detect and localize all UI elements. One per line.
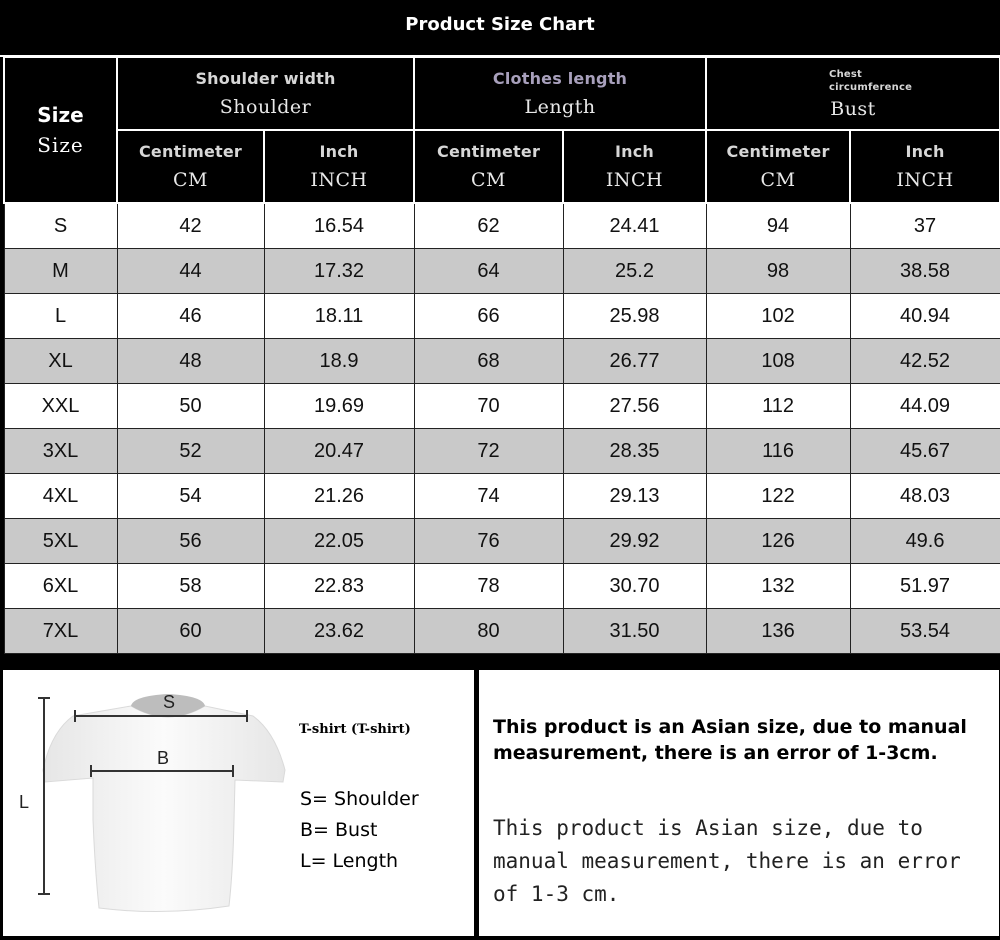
measurement-cell: 38.58 [850,249,1000,294]
measurement-cell: 21.26 [264,474,414,519]
size-cell: XXL [4,384,117,429]
shoulder-marker: S [162,692,176,712]
measurement-cell: 50 [117,384,264,429]
size-header-label: Size [37,103,84,127]
measurement-cell: 29.92 [563,519,706,564]
measurement-cell: 18.11 [264,294,414,339]
measurement-cell: 22.05 [264,519,414,564]
measurement-cell: 122 [706,474,850,519]
diagram-panel [3,670,474,936]
measurement-cell: 46 [117,294,264,339]
legend-shoulder: S= Shoulder [300,788,419,810]
measurement-cell: 28.35 [563,429,706,474]
size-cell: 5XL [4,519,117,564]
measurement-cell: 74 [414,474,563,519]
size-cell: M [4,249,117,294]
measurement-cell: 45.67 [850,429,1000,474]
size-note-serif: This product is Asian size, due to manual measurement, there is an error of 1-3 cm. [493,816,961,906]
measurement-cell: 22.83 [264,564,414,609]
length-group-label: Clothes length [492,69,628,88]
measurement-cell: 26.77 [563,339,706,384]
info-section [3,670,999,938]
measurement-cell: 53.54 [850,609,1000,654]
size-cell: S [4,203,117,249]
table-row [4,474,1000,519]
table-row [4,564,1000,609]
measurement-cell: 116 [706,429,850,474]
table-row [4,249,1000,294]
size-cell: 3XL [4,429,117,474]
bust-group-label-line1: Chest [829,68,863,80]
measurement-cell: 58 [117,564,264,609]
size-table [3,56,1000,654]
measurement-cell: 68 [414,339,563,384]
table-row [4,519,1000,564]
bust-group-sublabel: Bust [830,97,876,120]
measurement-cell: 25.2 [563,249,706,294]
table-row [4,609,1000,654]
measurement-cell: 54 [117,474,264,519]
measurement-cell: 37 [850,203,1000,249]
notes-panel [479,670,999,936]
measurement-cell: 31.50 [563,609,706,654]
legend-length: L= Length [300,850,399,872]
measurement-cell: 16.54 [264,203,414,249]
measurement-cell: 64 [414,249,563,294]
table-row [4,384,1000,429]
measurement-cell: 30.70 [563,564,706,609]
size-cell: XL [4,339,117,384]
size-cell: 7XL [4,609,117,654]
shoulder-group-label: Shoulder width [195,69,336,88]
measurement-cell: 51.97 [850,564,1000,609]
unit-header-label: Inch [905,142,945,161]
table-row [4,294,1000,339]
unit-header-label: Inch [319,142,359,161]
measurement-cell: 19.69 [264,384,414,429]
measurement-cell: 48 [117,339,264,384]
unit-header-sublabel: CM [173,169,208,191]
unit-header [414,130,563,203]
measurement-cell: 136 [706,609,850,654]
measurement-cell: 72 [414,429,563,474]
measurement-cell: 52 [117,429,264,474]
measurement-cell: 126 [706,519,850,564]
unit-header-sublabel: CM [760,169,796,191]
table-row [4,203,1000,249]
measurement-cell: 70 [414,384,563,429]
measurement-cell: 78 [414,564,563,609]
unit-header [563,130,706,203]
unit-header [264,130,414,203]
measurement-cell: 62 [414,203,563,249]
measurement-cell: 44 [117,249,264,294]
measurement-cell: 24.41 [563,203,706,249]
measurement-cell: 56 [117,519,264,564]
size-header [4,57,117,203]
measurement-cell: 60 [117,609,264,654]
size-cell: L [4,294,117,339]
table-row [4,339,1000,384]
unit-header [117,130,264,203]
size-note-bold: This product is an Asian size, due to manual measurement, there is an error of 1-3cm. [493,716,967,764]
unit-header-sublabel: INCH [605,169,664,191]
bust-group-header [706,57,1000,130]
unit-header-sublabel: CM [471,169,507,191]
measurement-cell: 48.03 [850,474,1000,519]
measurement-cell: 42.52 [850,339,1000,384]
measurement-cell: 98 [706,249,850,294]
shoulder-group-header [117,57,414,130]
measurement-cell: 112 [706,384,850,429]
measurement-legend [300,784,419,877]
size-cell: 6XL [4,564,117,609]
chart-title: Product Size Chart [405,14,595,35]
length-group-sublabel: Length [524,96,596,118]
diagram-caption: T-shirt (T-shirt) [299,722,411,737]
unit-header-sublabel: INCH [896,169,954,191]
measurement-cell: 80 [414,609,563,654]
measurement-cell: 102 [706,294,850,339]
measurement-cell: 25.98 [563,294,706,339]
measurement-cell: 23.62 [264,609,414,654]
legend-bust: B= Bust [300,819,378,841]
measurement-cell: 44.09 [850,384,1000,429]
measurement-cell: 29.13 [563,474,706,519]
measurement-cell: 18.9 [264,339,414,384]
measurement-cell: 27.56 [563,384,706,429]
table-row [4,429,1000,474]
measurement-cell: 132 [706,564,850,609]
shoulder-group-sublabel: Shoulder [219,96,312,118]
unit-header [706,130,850,203]
size-rows [4,203,1000,654]
measurement-cell: 94 [706,203,850,249]
measurement-cell: 49.6 [850,519,1000,564]
bust-marker: B [156,748,170,768]
tshirt-body [43,706,285,912]
unit-header-label: Centimeter [726,142,830,161]
measurement-cell: 76 [414,519,563,564]
unit-header-sublabel: INCH [310,169,368,191]
bust-group-label-line2: circumference [829,81,913,93]
measurement-cell: 40.94 [850,294,1000,339]
unit-header-label: Centimeter [437,142,541,161]
measurement-cell: 17.32 [264,249,414,294]
unit-header-label: Centimeter [138,142,243,161]
length-marker: L [18,792,30,812]
unit-header-label: Inch [615,142,655,161]
unit-header [850,130,1000,203]
measurement-cell: 20.47 [264,429,414,474]
size-header-sublabel: Size [37,133,84,157]
measurement-cell: 66 [414,294,563,339]
measurement-cell: 42 [117,203,264,249]
length-group-header [414,57,706,130]
measurement-cell: 108 [706,339,850,384]
size-cell: 4XL [4,474,117,519]
